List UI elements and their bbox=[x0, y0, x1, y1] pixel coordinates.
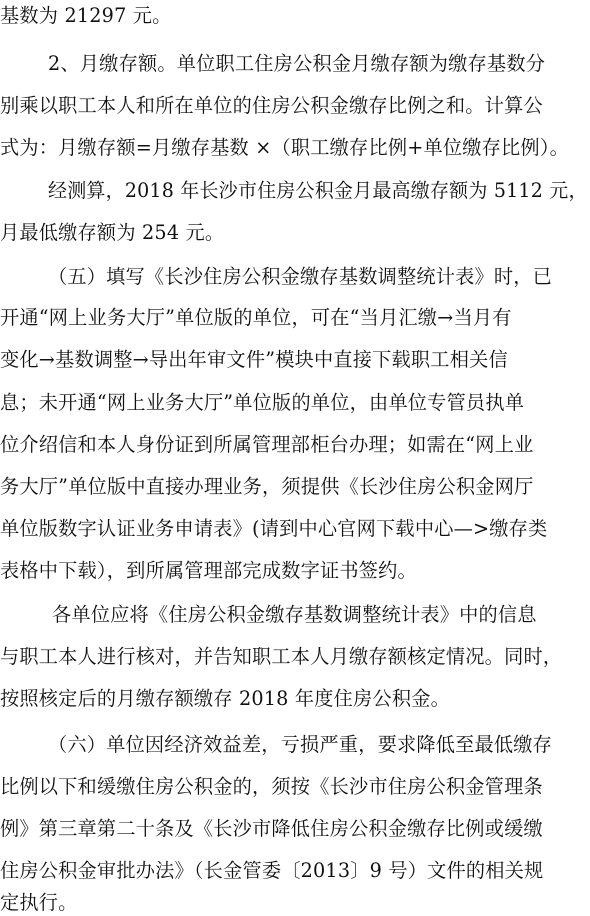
text-line: 式为：月缴存额=月缴存基数 ×（职工缴存比例+单位缴存比例）。 bbox=[0, 136, 569, 159]
text-line: 2、月缴存额。单位职工住房公积金月缴存额为缴存基数分 bbox=[48, 52, 546, 75]
text-line: 住房公积金审批办法》（长金管委〔2013〕9 号）文件的相关规 bbox=[0, 859, 544, 882]
text-line: 按照核定后的月缴存额缴存 2018 年度住房公积金。 bbox=[0, 687, 450, 710]
text-line: 务大厅”单位版中直接办理业务，须提供《长沙住房公积金网厅 bbox=[0, 475, 534, 498]
text-line: 比例以下和缓缴住房公积金的，须按《长沙市住房公积金管理条 bbox=[0, 775, 543, 798]
text-line: 变化→基数调整→导出年审文件”模块中直接下载职工相关信 bbox=[0, 348, 508, 371]
text-line: 表格中下载），到所属管理部完成数字证书签约。 bbox=[0, 559, 417, 582]
text-line: 月最低缴存额为 254 元。 bbox=[0, 221, 225, 244]
text-line: 开通“网上业务大厅”单位版的单位，可在“当月汇缴→当月有 bbox=[0, 306, 512, 329]
text-line: 息；未开通“网上业务大厅”单位版的单位，由单位专管员执单 bbox=[0, 391, 525, 414]
text-line: （五）填写《长沙住房公积金缴存基数调整统计表》时，已 bbox=[48, 265, 553, 288]
text-line: 定执行。 bbox=[0, 891, 78, 914]
text-line: 位介绍信和本人身份证到所属管理部柜台办理；如需在“网上业 bbox=[0, 433, 534, 456]
text-line: 与职工本人进行核对，并告知职工本人月缴存额核定情况。同时， bbox=[0, 645, 563, 668]
text-line: 例》第三章第二十条及《长沙市降低住房公积金缴存比例或缓缴 bbox=[0, 817, 543, 840]
text-line: 单位版数字认证业务申请表》(请到中心官网下载中心—>缴存类 bbox=[0, 517, 548, 540]
text-line: （六）单位因经济效益差，亏损严重，要求降低至最低缴存 bbox=[48, 733, 553, 756]
text-line: 各单位应将《住房公积金缴存基数调整统计表》中的信息 bbox=[52, 603, 537, 626]
text-line: 基数为 21297 元。 bbox=[0, 4, 172, 27]
text-line: 别乘以职工本人和所在单位的住房公积金缴存比例之和。计算公 bbox=[0, 94, 543, 117]
text-line: 经测算，2018 年长沙市住房公积金月最高缴存额为 5112 元， bbox=[48, 179, 588, 202]
